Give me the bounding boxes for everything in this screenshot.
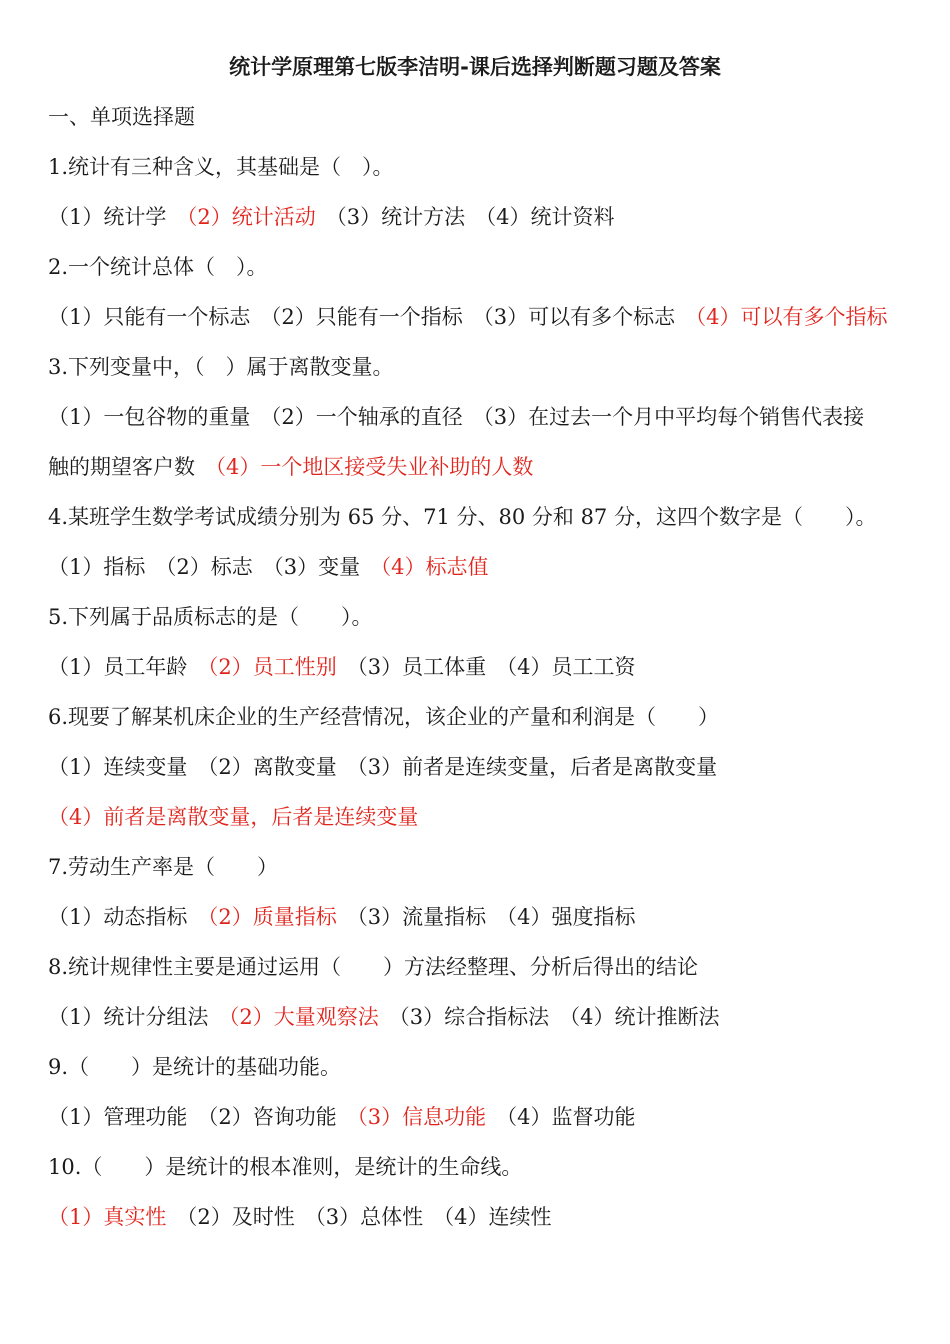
answer-option: （2）大量观察法 [218, 1005, 379, 1029]
question-9-options [48, 1102, 646, 1132]
question-7-stem: 7.劳动生产率是（ ） [48, 855, 279, 879]
option: （4）统计推断法 [559, 1005, 720, 1029]
question-6-options-cont [48, 802, 418, 832]
option: （3）流量指标 [346, 905, 487, 929]
option: （3）员工体重 [346, 655, 487, 679]
answer-option: （4）可以有多个指标 [685, 305, 888, 329]
option: （3）总体性 [304, 1205, 424, 1229]
option: （2）只能有一个指标 [260, 305, 463, 329]
question-1-stem: 1.统计有三种含义，其基础是（ ）。 [48, 155, 394, 179]
answer-option: （4）一个地区接受失业补助的人数 [205, 455, 534, 479]
option: （1）连续变量 [48, 755, 188, 779]
answer-option: （1）真实性 [48, 1205, 167, 1229]
option: （1）管理功能 [48, 1105, 188, 1129]
option: （2）标志 [155, 555, 253, 579]
question-3-options-cont [48, 452, 533, 482]
option: （3）前者是连续变量，后者是离散变量 [346, 755, 718, 779]
answer-option: （2）质量指标 [197, 905, 337, 929]
option: （1）统计分组法 [48, 1005, 209, 1029]
question-9-stem: 9.（ ）是统计的基础功能。 [48, 1055, 342, 1079]
answer-option: （4）标志值 [370, 555, 489, 579]
option: （1）动态指标 [48, 905, 188, 929]
question-3-options [48, 402, 864, 432]
option: （4）监督功能 [496, 1105, 636, 1129]
question-8-stem: 8.统计规律性主要是通过运用（ ）方法经整理、分析后得出的结论 [48, 955, 699, 979]
option: （3）变量 [262, 555, 361, 579]
option: （2）一个轴承的直径 [260, 405, 463, 429]
option: （3）综合指标法 [388, 1005, 550, 1029]
question-7-options [48, 902, 646, 932]
question-3-stem: 3.下列变量中，（ ）属于离散变量。 [48, 355, 394, 379]
option: （4）强度指标 [496, 905, 636, 929]
answer-option: （2）员工性别 [197, 655, 337, 679]
question-5-options [48, 652, 646, 682]
option: （1）员工年龄 [48, 655, 188, 679]
question-6-stem: 6.现要了解某机床企业的生产经营情况，该企业的产量和利润是（ ） [48, 705, 720, 729]
option: （2）及时性 [176, 1205, 295, 1229]
question-2-options [48, 302, 888, 332]
question-10-options [48, 1202, 562, 1232]
question-8-options [48, 1002, 730, 1032]
option: （2）咨询功能 [197, 1105, 337, 1129]
option: （4）统计资料 [475, 205, 615, 229]
question-4-options [48, 552, 489, 582]
question-10-stem: 10.（ ）是统计的根本准则，是统计的生命线。 [48, 1155, 523, 1179]
option-continued: 触的期望客户数 [48, 455, 195, 479]
option: （4）连续性 [433, 1205, 552, 1229]
question-1-options [48, 202, 625, 232]
option: （1）只能有一个标志 [48, 305, 251, 329]
option: （1）指标 [48, 555, 146, 579]
option: （3）在过去一个月中平均每个销售代表接 [472, 405, 865, 429]
option: （1）一包谷物的重量 [48, 405, 251, 429]
option: （2）离散变量 [197, 755, 337, 779]
section-heading: 一、单项选择题 [48, 105, 195, 129]
answer-option: （3）信息功能 [346, 1105, 487, 1129]
option: （3）可以有多个标志 [472, 305, 676, 329]
question-2-stem: 2.一个统计总体（ ）。 [48, 255, 268, 279]
page-title: 统计学原理第七版李洁明-课后选择判断题习题及答案 [229, 55, 721, 79]
answer-option: （4）前者是离散变量，后者是连续变量 [48, 805, 419, 829]
option: （4）员工工资 [496, 655, 636, 679]
question-5-stem: 5.下列属于品质标志的是（ ）。 [48, 605, 373, 629]
question-6-options [48, 752, 717, 782]
answer-option: （2）统计活动 [176, 205, 316, 229]
question-4-stem: 4.某班学生数学考试成绩分别为 65 分、71 分、80 分和 87 分，这四个数字是（ ）。 [48, 505, 877, 529]
option: （3）统计方法 [325, 205, 466, 229]
option: （1）统计学 [48, 205, 167, 229]
